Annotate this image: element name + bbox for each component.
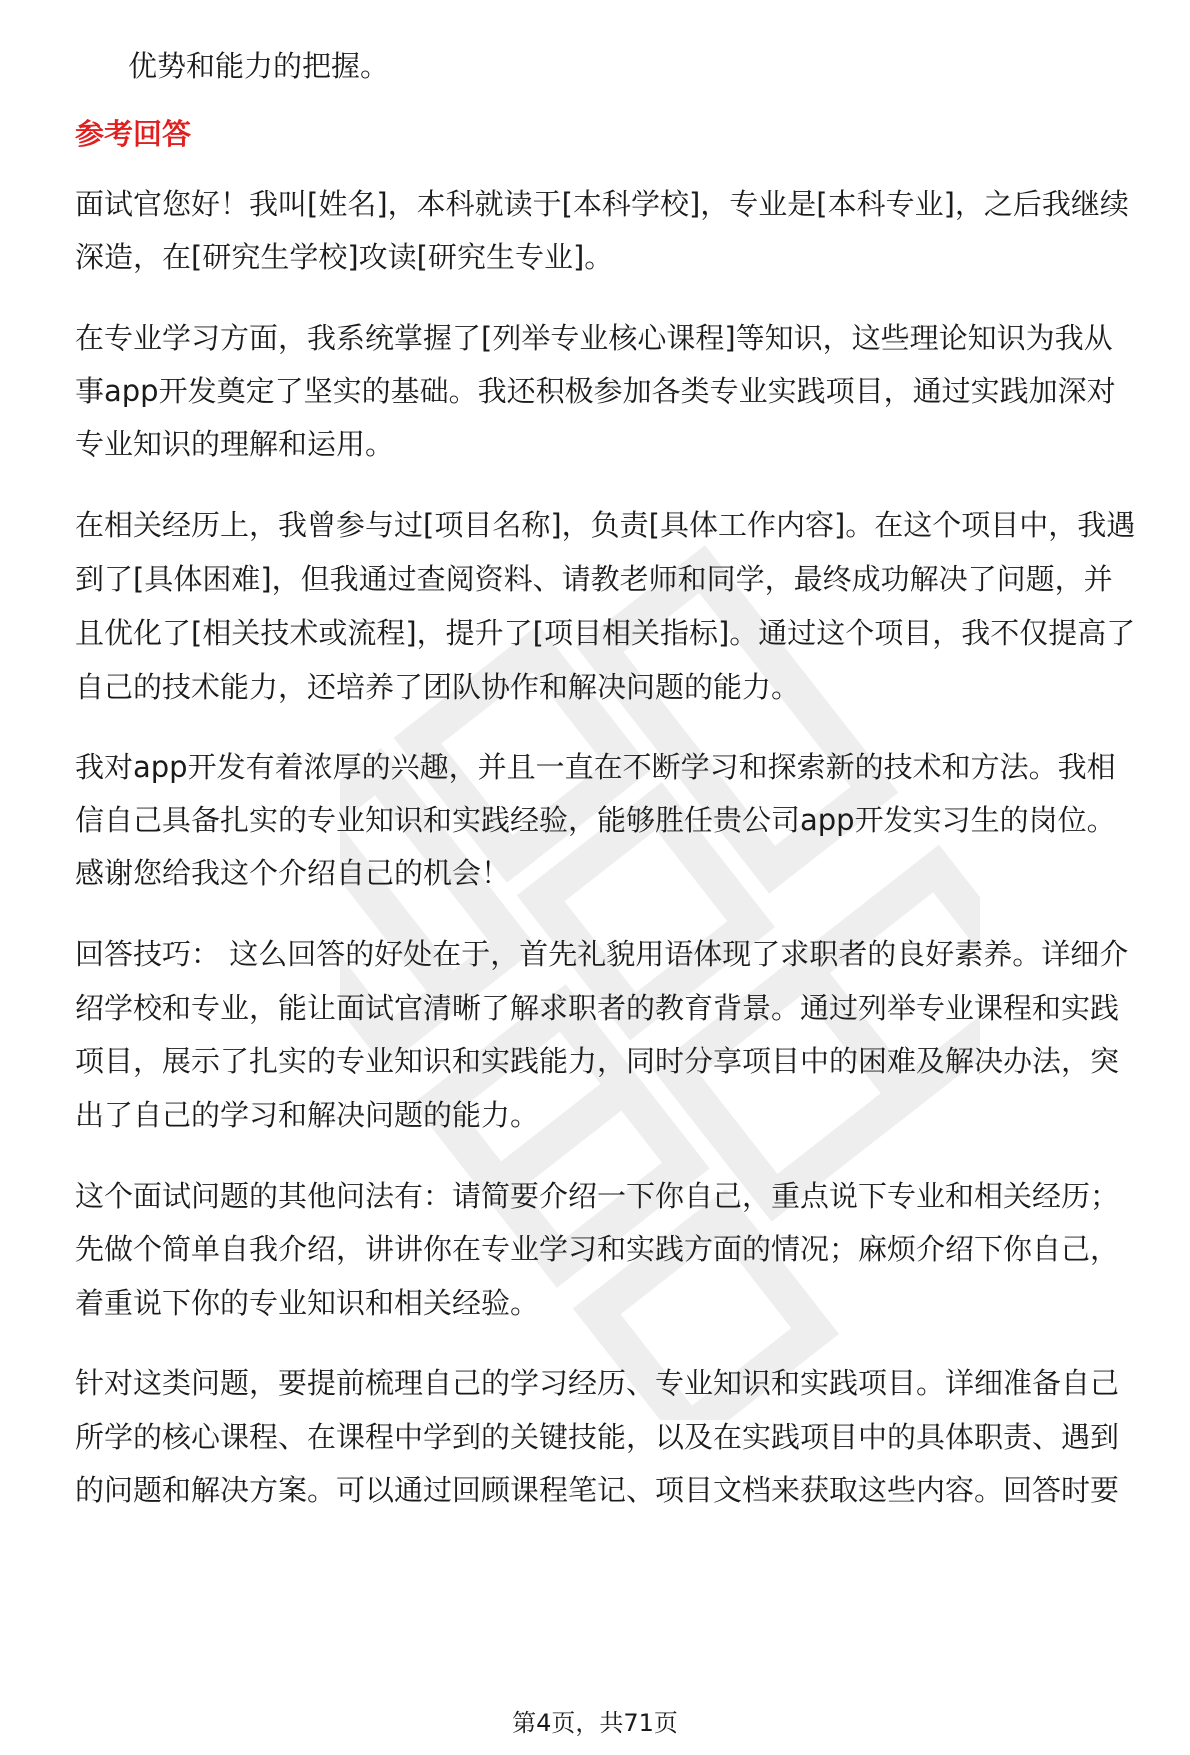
paragraph-line: 且优化了[相关技术或流程]，提升了[项目相关指标]。通过这个项目，我不仅提高了 (75, 616, 1136, 650)
paragraph-line: 专业知识的理解和运用。 (75, 427, 395, 461)
paragraph-line: 感谢您给我这个介绍自己的机会！ (75, 856, 511, 890)
paragraph-line: 自己的技术能力，还培养了团队协作和解决问题的能力。 (75, 670, 801, 704)
paragraph-line: 出了自己的学习和解决问题的能力。 (75, 1098, 540, 1132)
paragraph-line: 着重说下你的专业知识和相关经验。 (75, 1286, 540, 1320)
paragraph-line: 回答技巧： 这么回答的好处在于，首先礼貌用语体现了求职者的良好素养。详细介 (75, 937, 1129, 971)
paragraph-line: 项目，展示了扎实的专业知识和实践能力，同时分享项目中的困难及解决办法，突 (75, 1044, 1120, 1078)
paragraph-line: 信自己具备扎实的专业知识和实践经验，能够胜任贵公司app开发实习生的岗位。 (75, 803, 1116, 837)
paragraph-line: 在专业学习方面，我系统掌握了[列举专业核心课程]等知识，这些理论知识为我从 (75, 321, 1113, 355)
paragraph-line: 我对app开发有着浓厚的兴趣，并且一直在不断学习和探索新的技术和方法。我相 (75, 750, 1116, 784)
paragraph-line: 这个面试问题的其他问法有：请简要介绍一下你自己，重点说下专业和相关经历； (75, 1179, 1120, 1213)
paragraph-line: 到了[具体困难]，但我通过查阅资料、请教老师和同学，最终成功解决了问题，并 (75, 562, 1113, 596)
page-number-footer: 第4页，共71页 (512, 1709, 678, 1737)
paragraph-line: 的问题和解决方案。可以通过回顾课程笔记、项目文档来获取这些内容。回答时要 (75, 1473, 1120, 1507)
paragraph-line: 事app开发奠定了坚实的基础。我还积极参加各类专业实践项目，通过实践加深对 (75, 374, 1116, 408)
paragraph-line: 先做个简单自我介绍，讲讲你在专业学习和实践方面的情况；麻烦介绍下你自己， (75, 1232, 1120, 1266)
intro-tail-text: 优势和能力的把握。 (128, 49, 390, 83)
paragraph-line: 绍学校和专业，能让面试官清晰了解求职者的教育背景。通过列举专业课程和实践 (75, 991, 1120, 1025)
paragraph-line: 在相关经历上，我曾参与过[项目名称]，负责[具体工作内容]。在这个项目中，我遇 (75, 508, 1136, 542)
paragraph-line: 针对这类问题，要提前梳理自己的学习经历、专业知识和实践项目。详细准备自己 (75, 1366, 1120, 1400)
section-heading: 参考回答 (75, 117, 192, 151)
paragraph-line: 面试官您好！我叫[姓名]，本科就读于[本科学校]，专业是[本科专业]，之后我继续 (75, 187, 1129, 221)
paragraph-line: 深造，在[研究生学校]攻读[研究生专业]。 (75, 240, 614, 274)
paragraph-line: 所学的核心课程、在课程中学到的关键技能，以及在实践项目中的具体职责、遇到 (75, 1420, 1120, 1454)
